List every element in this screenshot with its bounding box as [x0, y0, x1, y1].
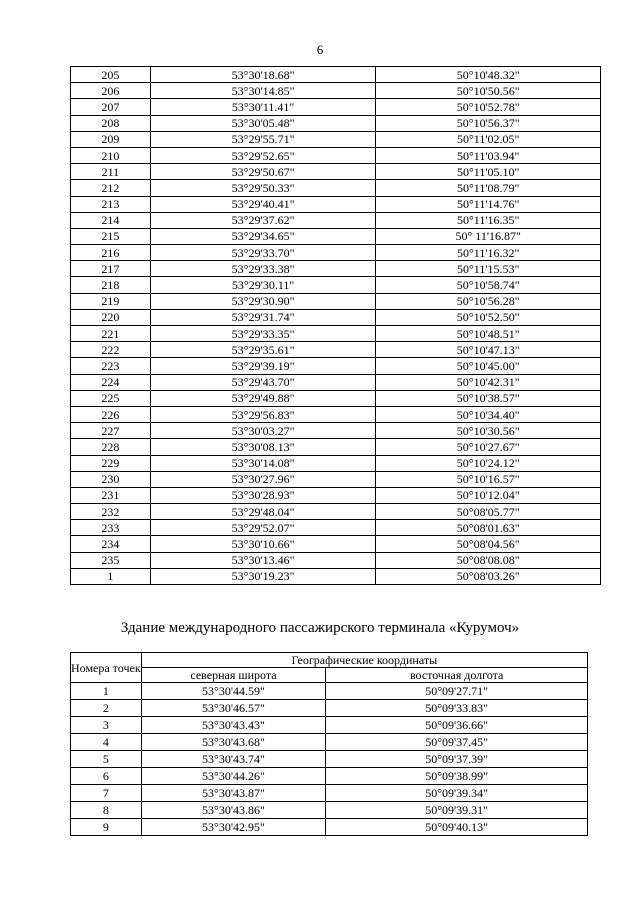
point-number-cell: 207: [71, 99, 151, 115]
point-number-cell: 211: [71, 164, 151, 180]
latitude-cell: 53°29'56.83": [150, 406, 376, 422]
table-row: [71, 802, 588, 819]
latitude-cell: 53°30'14.08": [150, 455, 376, 471]
table-row: [71, 520, 601, 536]
latitude-cell: 53°29'39.19": [150, 358, 376, 374]
table-row: [71, 406, 601, 422]
table-row: [71, 700, 588, 717]
table-row: [71, 277, 601, 293]
header-point-numbers: Номера точек: [71, 653, 142, 683]
longitude-cell: 50°10'58.74": [376, 277, 601, 293]
longitude-cell: 50° 11'16.87": [376, 228, 601, 244]
table-row: [71, 717, 588, 734]
latitude-cell: 53°30'44.26": [141, 768, 326, 785]
longitude-cell: 50°10'56.37": [376, 115, 601, 131]
longitude-cell: 50°08'04.56": [376, 536, 601, 552]
table-row: [71, 504, 601, 520]
table-row: [71, 293, 601, 309]
latitude-cell: 53°30'10.66": [150, 536, 376, 552]
table-row: [71, 819, 588, 836]
section-title: Здание международного пассажирского терминала «Курумоч»: [120, 620, 520, 636]
header-north-latitude: северная широта: [141, 668, 326, 683]
point-number-cell: 219: [71, 293, 151, 309]
table-row: [71, 390, 601, 406]
table-row: [71, 326, 601, 342]
table-row: [71, 374, 601, 390]
latitude-cell: 53°29'33.38": [150, 261, 376, 277]
latitude-cell: 53°29'50.33": [150, 180, 376, 196]
longitude-cell: 50°10'52.78": [376, 99, 601, 115]
point-number-cell: 5: [71, 751, 142, 768]
table-row: [71, 358, 601, 374]
latitude-cell: 53°29'52.65": [150, 147, 376, 163]
table-row: [71, 734, 588, 751]
latitude-cell: 53°30'43.43": [141, 717, 326, 734]
latitude-cell: 53°30'43.74": [141, 751, 326, 768]
longitude-cell: 50°09'37.45": [326, 734, 588, 751]
point-number-cell: 212: [71, 180, 151, 196]
point-number-cell: 215: [71, 228, 151, 244]
point-number-cell: 206: [71, 83, 151, 99]
longitude-cell: 50°11'03.94": [376, 147, 601, 163]
latitude-cell: 53°29'43.70": [150, 374, 376, 390]
point-number-cell: 1: [71, 568, 151, 584]
longitude-cell: 50°08'01.63": [376, 520, 601, 536]
latitude-cell: 53°29'30.11": [150, 277, 376, 293]
table-row: [71, 552, 601, 568]
longitude-cell: 50°10'24.12": [376, 455, 601, 471]
point-number-cell: 234: [71, 536, 151, 552]
latitude-cell: 53°30'27.96": [150, 471, 376, 487]
longitude-cell: 50°10'56.28": [376, 293, 601, 309]
longitude-cell: 50°10'27.67": [376, 439, 601, 455]
latitude-cell: 53°30'13.46": [150, 552, 376, 568]
longitude-cell: 50°10'16.57": [376, 471, 601, 487]
point-number-cell: 214: [71, 212, 151, 228]
coordinates-table-body: [71, 67, 601, 585]
coordinates-table-main: [70, 66, 601, 585]
point-number-cell: 6: [71, 768, 142, 785]
longitude-cell: 50°11'16.32": [376, 245, 601, 261]
table-row: [71, 439, 601, 455]
longitude-cell: 50°11'05.10": [376, 164, 601, 180]
longitude-cell: 50°09'39.34": [326, 785, 588, 802]
latitude-cell: 53°30'11.41": [150, 99, 376, 115]
latitude-cell: 53°29'49.88": [150, 390, 376, 406]
table-row: [71, 768, 588, 785]
latitude-cell: 53°29'33.35": [150, 326, 376, 342]
table-row: [71, 228, 601, 244]
longitude-cell: 50°11'14.76": [376, 196, 601, 212]
latitude-cell: 53°29'34.65": [150, 228, 376, 244]
longitude-cell: 50°09'33.83": [326, 700, 588, 717]
longitude-cell: 50°09'37.39": [326, 751, 588, 768]
table-row: [71, 67, 601, 83]
point-number-cell: 209: [71, 131, 151, 147]
table-row: [71, 751, 588, 768]
latitude-cell: 53°29'33.70": [150, 245, 376, 261]
table-row: [71, 83, 601, 99]
point-number-cell: 228: [71, 439, 151, 455]
table-row: [71, 147, 601, 163]
longitude-cell: 50°10'34.40": [376, 406, 601, 422]
table-row: [71, 455, 601, 471]
longitude-cell: 50°11'02.05": [376, 131, 601, 147]
longitude-cell: 50°09'36.66": [326, 717, 588, 734]
table-row: [71, 536, 601, 552]
table-row: [71, 245, 601, 261]
table-row: [71, 212, 601, 228]
point-number-cell: 4: [71, 734, 142, 751]
latitude-cell: 53°29'50.67": [150, 164, 376, 180]
point-number-cell: 220: [71, 309, 151, 325]
point-number-cell: 8: [71, 802, 142, 819]
point-number-cell: 1: [71, 683, 142, 700]
table-row: [71, 487, 601, 503]
longitude-cell: 50°11'08.79": [376, 180, 601, 196]
point-number-cell: 222: [71, 342, 151, 358]
point-number-cell: 2: [71, 700, 142, 717]
table-row: [71, 785, 588, 802]
table-row: [71, 568, 601, 584]
latitude-cell: 53°29'31.74": [150, 309, 376, 325]
longitude-cell: 50°10'42.31": [376, 374, 601, 390]
point-number-cell: 233: [71, 520, 151, 536]
point-number-cell: 235: [71, 552, 151, 568]
point-number-cell: 210: [71, 147, 151, 163]
latitude-cell: 53°30'03.27": [150, 423, 376, 439]
point-number-cell: 225: [71, 390, 151, 406]
longitude-cell: 50°10'48.32": [376, 67, 601, 83]
table-row: [71, 423, 601, 439]
point-number-cell: 216: [71, 245, 151, 261]
latitude-cell: 53°29'48.04": [150, 504, 376, 520]
latitude-cell: 53°29'35.61": [150, 342, 376, 358]
table-row: [71, 196, 601, 212]
longitude-cell: 50°10'45.00": [376, 358, 601, 374]
point-number-cell: 226: [71, 406, 151, 422]
longitude-cell: 50°08'03.26": [376, 568, 601, 584]
table-row: [71, 115, 601, 131]
latitude-cell: 53°30'14.85": [150, 83, 376, 99]
longitude-cell: 50°09'39.31": [326, 802, 588, 819]
table-row: [71, 471, 601, 487]
latitude-cell: 53°30'28.93": [150, 487, 376, 503]
header-geo-coordinates: Географические координаты: [141, 653, 587, 668]
latitude-cell: 53°30'43.86": [141, 802, 326, 819]
point-number-cell: 221: [71, 326, 151, 342]
latitude-cell: 53°30'05.48": [150, 115, 376, 131]
longitude-cell: 50°10'38.57": [376, 390, 601, 406]
page-number: 6: [316, 42, 324, 57]
point-number-cell: 9: [71, 819, 142, 836]
terminal-table-body: [71, 683, 588, 836]
point-number-cell: 7: [71, 785, 142, 802]
longitude-cell: 50°10'12.04": [376, 487, 601, 503]
point-number-cell: 205: [71, 67, 151, 83]
table-row: [71, 99, 601, 115]
point-number-cell: 208: [71, 115, 151, 131]
table-row: [71, 180, 601, 196]
longitude-cell: 50°09'38.99": [326, 768, 588, 785]
header-east-longitude: восточная долгота: [326, 668, 588, 683]
point-number-cell: 227: [71, 423, 151, 439]
point-number-cell: 230: [71, 471, 151, 487]
latitude-cell: 53°29'30.90": [150, 293, 376, 309]
point-number-cell: 231: [71, 487, 151, 503]
latitude-cell: 53°29'40.41": [150, 196, 376, 212]
longitude-cell: 50°08'05.77": [376, 504, 601, 520]
point-number-cell: 218: [71, 277, 151, 293]
latitude-cell: 53°30'43.87": [141, 785, 326, 802]
table-row: [71, 683, 588, 700]
point-number-cell: 3: [71, 717, 142, 734]
longitude-cell: 50°11'16.35": [376, 212, 601, 228]
latitude-cell: 53°29'52.07": [150, 520, 376, 536]
latitude-cell: 53°30'46.57": [141, 700, 326, 717]
longitude-cell: 50°10'52.50": [376, 309, 601, 325]
terminal-coordinates-table: [70, 652, 588, 836]
table-row: [71, 342, 601, 358]
latitude-cell: 53°30'08.13": [150, 439, 376, 455]
longitude-cell: 50°08'08.08": [376, 552, 601, 568]
longitude-cell: 50°10'48.51": [376, 326, 601, 342]
point-number-cell: 223: [71, 358, 151, 374]
latitude-cell: 53°30'44.59": [141, 683, 326, 700]
latitude-cell: 53°30'43.68": [141, 734, 326, 751]
table-row: [71, 261, 601, 277]
longitude-cell: 50°10'30.56": [376, 423, 601, 439]
longitude-cell: 50°11'15.53": [376, 261, 601, 277]
longitude-cell: 50°10'47.13": [376, 342, 601, 358]
point-number-cell: 217: [71, 261, 151, 277]
point-number-cell: 213: [71, 196, 151, 212]
point-number-cell: 229: [71, 455, 151, 471]
table-row: [71, 164, 601, 180]
longitude-cell: 50°10'50.56": [376, 83, 601, 99]
latitude-cell: 53°30'18.68": [150, 67, 376, 83]
point-number-cell: 232: [71, 504, 151, 520]
latitude-cell: 53°30'19.23": [150, 568, 376, 584]
latitude-cell: 53°30'42.95": [141, 819, 326, 836]
point-number-cell: 224: [71, 374, 151, 390]
latitude-cell: 53°29'37.62": [150, 212, 376, 228]
table-row: [71, 131, 601, 147]
latitude-cell: 53°29'55.71": [150, 131, 376, 147]
table-row: [71, 309, 601, 325]
longitude-cell: 50°09'40.13": [326, 819, 588, 836]
longitude-cell: 50°09'27.71": [326, 683, 588, 700]
